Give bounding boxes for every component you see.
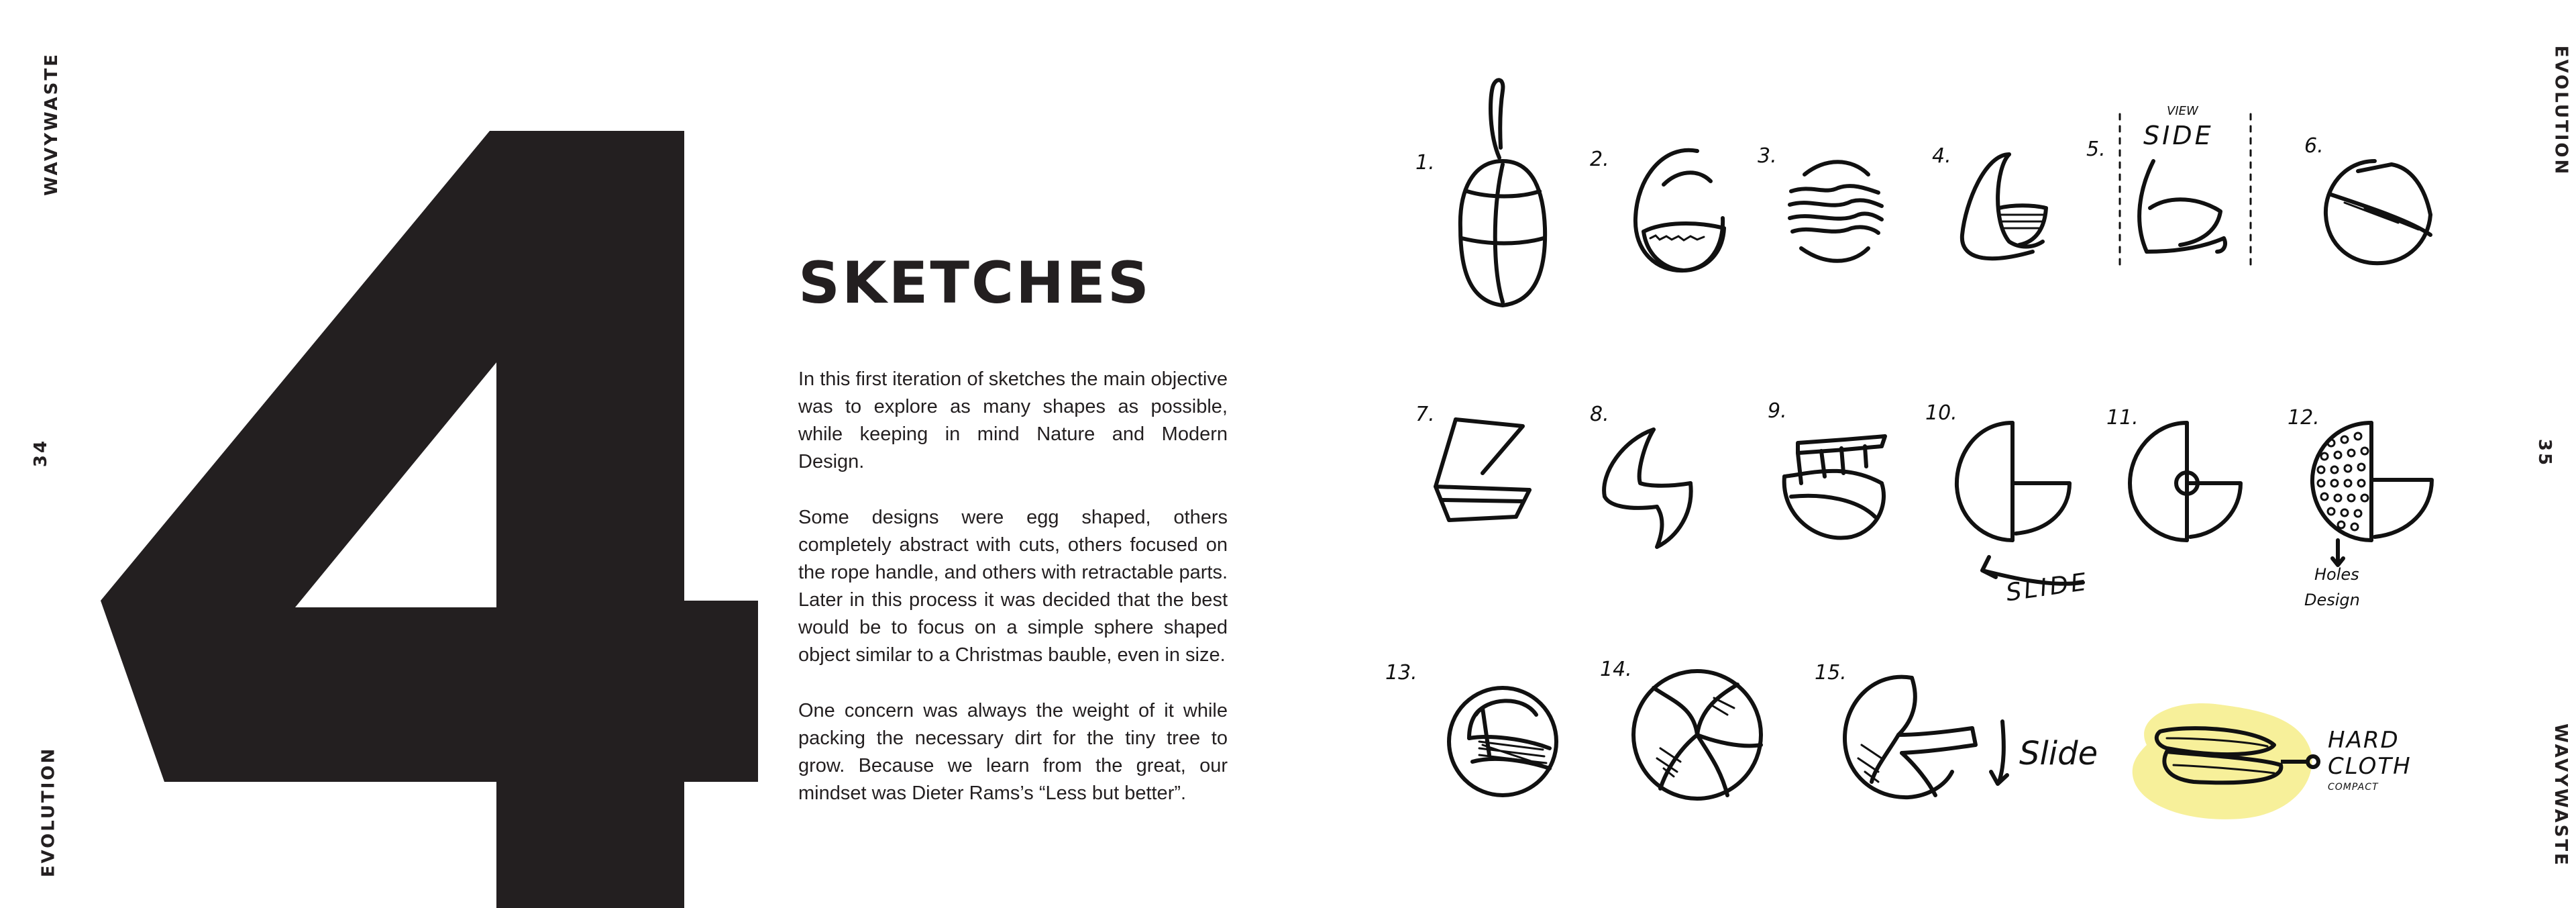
margin-right-top: EVOLUTION: [2551, 45, 2571, 176]
paragraph-2: Some designs were egg shaped, others completely abstract with cuts, others focused on the rope handle, and others with retractable parts. Later in this process it was decided that the best would be to focus on a simple sphere shaped object similar to a Christmas bauble, even in size.: [798, 507, 1228, 666]
sketch-1-capsule: [1452, 74, 1553, 315]
note-slide-15: Slide: [2019, 735, 2098, 772]
sketch-2-egg: [1623, 144, 1731, 279]
sketch-7-folded: [1422, 413, 1543, 534]
sketch-label-8: 8.: [1590, 403, 1609, 426]
sketch-label-10: 10.: [1925, 401, 1957, 425]
sketch-label-14: 14.: [1600, 658, 1632, 681]
sketch-label-5: 5.: [2086, 138, 2106, 161]
note-compact: COMPACT: [2328, 782, 2379, 793]
sketch-13-basket-sphere: [1442, 674, 1563, 809]
sketch-label-6: 6.: [2304, 134, 2324, 158]
sketch-8-curved-cut: [1590, 419, 1704, 554]
compact-pointer: [2281, 748, 2321, 775]
margin-left-top: WAVYWASTE: [41, 52, 62, 196]
sketch-label-12: 12.: [2288, 406, 2320, 430]
sketch-9-sliced-sphere: [1771, 409, 1892, 550]
chapter-number-graphic: [101, 131, 758, 908]
note-side: SIDE: [2143, 121, 2214, 150]
sketch-label-11: 11.: [2106, 406, 2139, 430]
body-text: [798, 366, 1228, 836]
page-title: SKETCHES: [798, 250, 1151, 317]
sketch-12-holes: [2304, 416, 2438, 557]
sketch-label-7: 7.: [1415, 403, 1435, 426]
sketch-label-15: 15.: [1815, 661, 1847, 685]
sketch-label-9: 9.: [1768, 399, 1787, 423]
sketch-15-slide-sphere: [1835, 664, 1982, 812]
sketch-label-1: 1.: [1415, 151, 1435, 174]
note-design: Design: [2304, 591, 2360, 609]
margin-right-bottom: WAVYWASTE: [2550, 723, 2571, 867]
sketch-11-hinge: [2120, 409, 2254, 550]
sketch-label-3: 3.: [1758, 144, 1777, 168]
note-view: VIEW: [2167, 104, 2198, 118]
paragraph-3: One concern was always the weight of it while packing the necessary dirt for the tiny tree to grow. Because we learn from the great, our mindset was Dieter Rams’s “Less but better”.: [798, 700, 1228, 804]
sketch-3-layered-sphere: [1784, 158, 1885, 265]
paragraph-1: In this first iteration of sketches the main objective was to explore as many shapes as possible, while keeping in mind Nature and Modern Design.: [798, 368, 1228, 472]
note-cloth: CLOTH: [2328, 753, 2412, 780]
sketch-label-13: 13.: [1385, 661, 1417, 685]
note-hard: HARD: [2328, 727, 2400, 754]
sketch-label-2: 2.: [1590, 148, 1609, 171]
note-holes: Holes: [2314, 565, 2359, 584]
page-number-right: 35: [2534, 438, 2555, 468]
margin-left-bottom: EVOLUTION: [38, 746, 59, 878]
sketch-14-tri-split: [1627, 661, 1768, 809]
sketch-15-arrow: [1986, 718, 2012, 792]
sketch-4-wave: [1945, 141, 2053, 268]
sketch-label-4: 4.: [1932, 144, 1951, 168]
sketch-6-cut-sphere: [2318, 148, 2438, 268]
page-number-left: 34: [31, 438, 52, 468]
note-slide-10: SLIDE: [2004, 568, 2091, 607]
